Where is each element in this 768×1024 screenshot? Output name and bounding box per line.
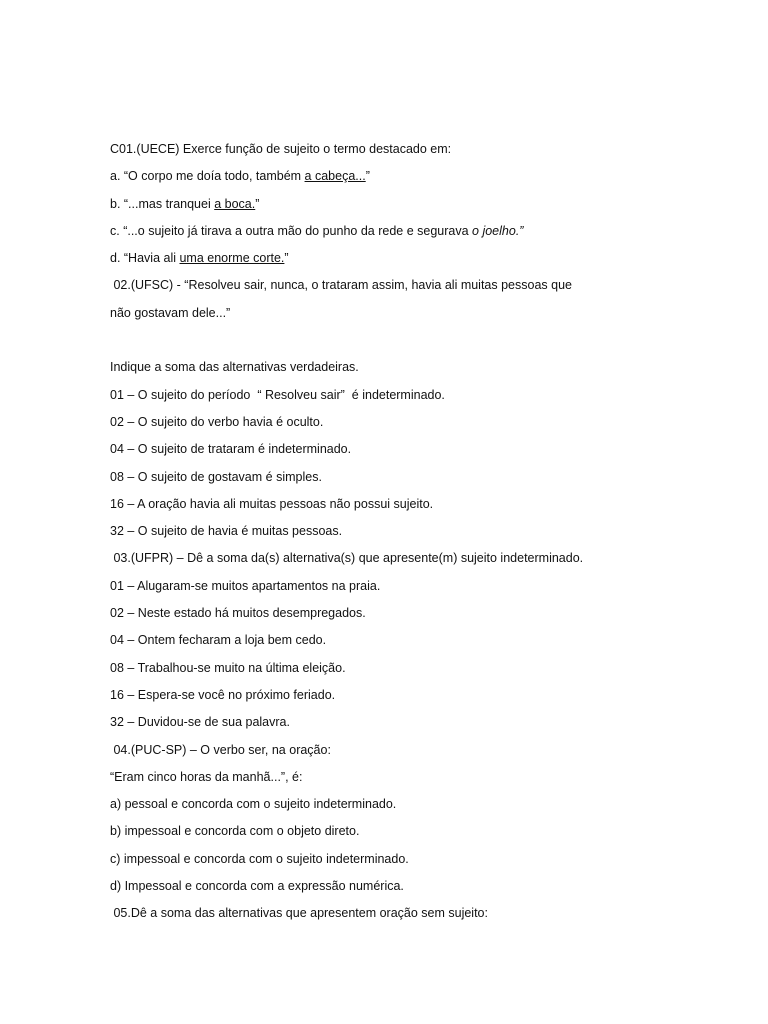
q1-option-a-text: a. “O corpo me doía todo, também [110, 169, 305, 184]
q1-option-a-highlight: a cabeça... [304, 169, 366, 184]
q5-heading-text: 05.Dê a soma das alternativas que apresentem oração sem sujeito: [110, 906, 488, 921]
q2-item [110, 386, 730, 413]
q4-item [110, 822, 730, 849]
q1-option-d [110, 249, 730, 276]
q2-item-text: 01 – O sujeito do período “ Resolveu sair” é indeterminado. [110, 387, 445, 402]
q1-option-c [110, 222, 730, 249]
q1-option-b [110, 195, 730, 222]
q3-item-text: 16 – Espera-se você no próximo feriado. [110, 687, 336, 702]
q3-item-text: 04 – Ontem fecharam a loja bem cedo. [110, 633, 327, 648]
q3-item-text: 01 – Alugaram-se muitos apartamentos na praia. [110, 578, 381, 593]
q1-heading-text: C01.(UECE) Exerce função de sujeito o termo destacado em: [110, 142, 452, 156]
q4-quote-text: “Eram cinco horas da manhã...”, é: [110, 769, 303, 784]
q2-heading-text-2: não gostavam dele...” [110, 305, 231, 320]
q4-item-text: c) impessoal e concorda com o sujeito indeterminado. [110, 851, 409, 866]
q3-item [110, 713, 730, 740]
q4-item-text: b) impessoal e concorda com o objeto direto. [110, 824, 360, 839]
q3-item-text: 08 – Trabalhou-se muito na última eleição. [110, 660, 346, 675]
q2-instruction [110, 358, 730, 385]
q3-item [110, 604, 730, 631]
q1-option-c-close: ” [519, 223, 524, 238]
q1-option-b-text: b. “...mas tranquei [110, 196, 215, 211]
q1-option-a [110, 167, 730, 194]
q2-item [110, 522, 730, 549]
q4-heading [110, 741, 730, 768]
q2-item [110, 468, 730, 495]
q4-item-text: d) Impessoal e concorda com a expressão numérica. [110, 879, 404, 894]
q1-option-d-text: d. “Havia ali [110, 251, 180, 266]
q3-item-text: 32 – Duvidou-se de sua palavra. [110, 715, 290, 730]
q3-item [110, 577, 730, 604]
q2-item-text: 16 – A oração havia ali muitas pessoas não possui sujeito. [110, 496, 434, 511]
q4-item [110, 795, 730, 822]
q2-item [110, 413, 730, 440]
q1-option-b-highlight: a boca. [214, 196, 256, 211]
q3-item [110, 686, 730, 713]
q1-option-c-text: c. “...o sujeito já tirava a outra mão do punho da rede e segurava [110, 223, 473, 238]
q3-heading-text: 03.(UFPR) – Dê a soma da(s) alternativa(s) que apresente(m) sujeito indeterminado. [110, 551, 584, 566]
q1-heading [110, 140, 730, 167]
q2-item-text: 32 – O sujeito de havia é muitas pessoas. [110, 524, 343, 539]
q4-quote [110, 768, 730, 795]
q2-item-text: 08 – O sujeito de gostavam é simples. [110, 469, 322, 484]
q4-item-text: a) pessoal e concorda com o sujeito indeterminado. [110, 797, 397, 812]
q1-option-d-highlight: uma enorme corte. [179, 251, 285, 266]
q1-option-b-close: ” [255, 196, 260, 211]
q1-option-a-close: ” [365, 169, 370, 184]
q2-heading-text-1: 02.(UFSC) - “Resolveu sair, nunca, o trataram assim, havia ali muitas pessoas que [110, 278, 572, 293]
q4-item [110, 877, 730, 904]
q3-heading [110, 549, 730, 576]
q3-item-text: 02 – Neste estado há muitos desempregados. [110, 606, 366, 621]
q3-item [110, 659, 730, 686]
q5-heading [110, 904, 730, 931]
q2-heading-line-2 [110, 304, 730, 359]
q2-item [110, 440, 730, 467]
q4-heading-text: 04.(PUC-SP) – O verbo ser, na oração: [110, 742, 331, 757]
q2-item-text: 02 – O sujeito do verbo havia é oculto. [110, 414, 324, 429]
document-body [110, 140, 730, 932]
q1-option-d-close: ” [284, 251, 289, 266]
q2-heading-line-1 [110, 276, 730, 303]
q3-item [110, 631, 730, 658]
q2-instruction-text: Indique a soma das alternativas verdadeiras. [110, 360, 359, 375]
q2-item-text: 04 – O sujeito de trataram é indeterminado. [110, 442, 352, 457]
q2-item [110, 495, 730, 522]
q1-option-c-highlight: o joelho. [472, 223, 520, 238]
q4-item [110, 850, 730, 877]
